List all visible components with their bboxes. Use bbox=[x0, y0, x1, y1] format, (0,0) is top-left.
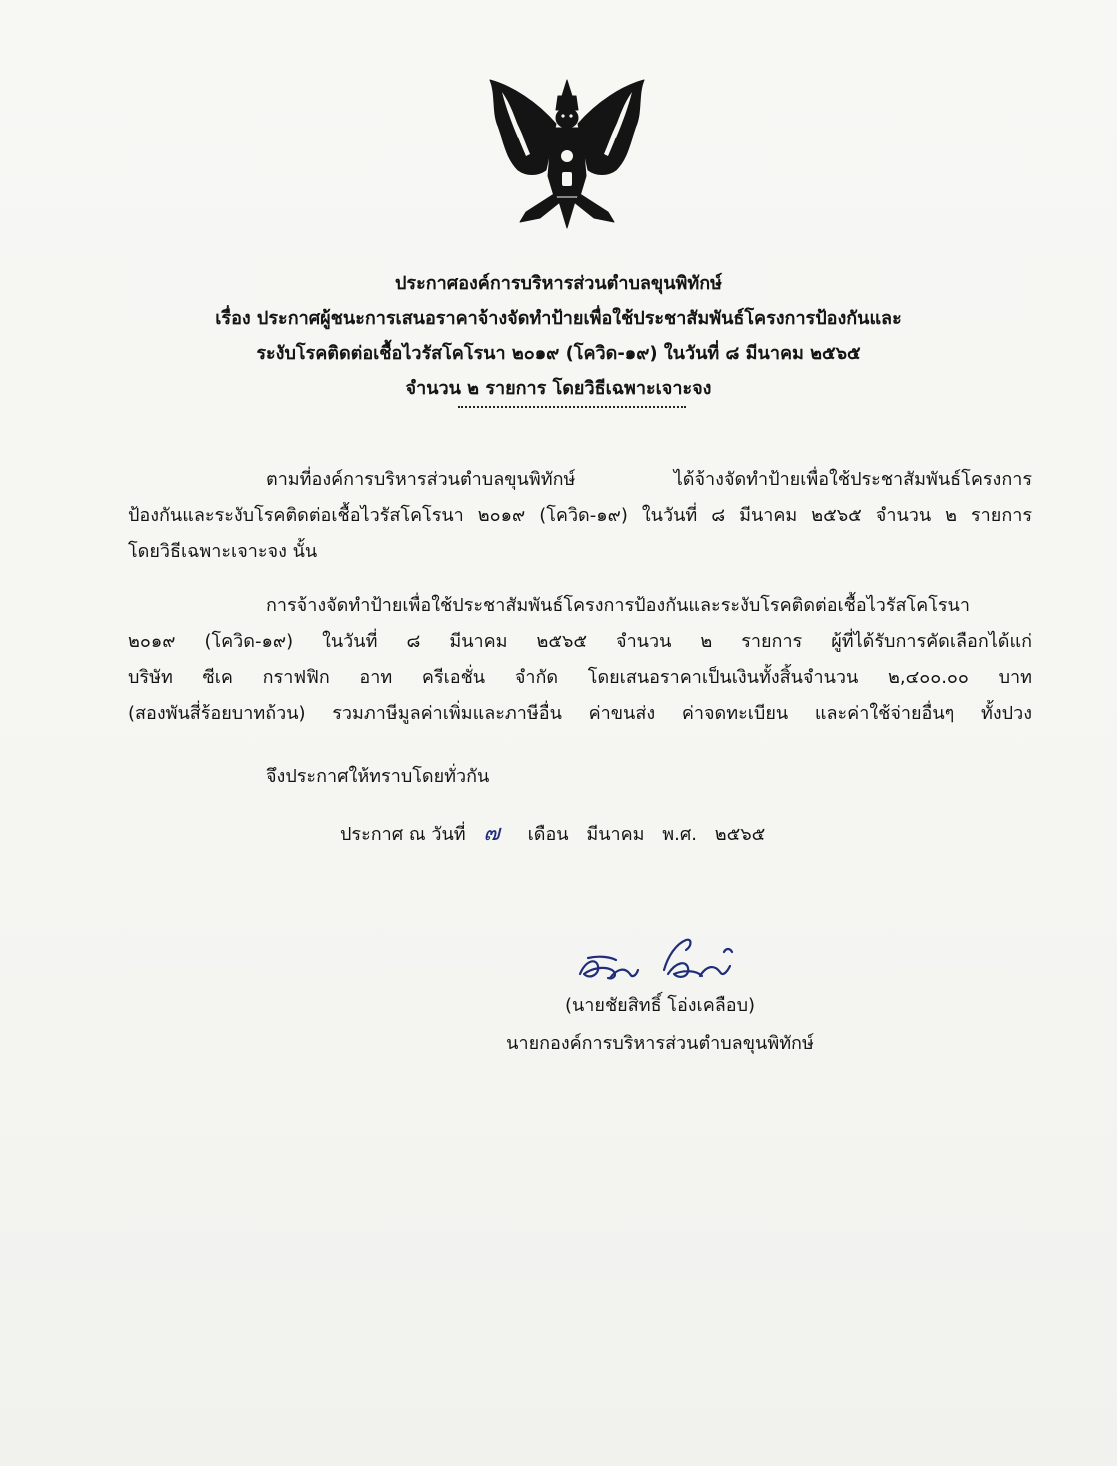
paragraph-2 bbox=[128, 588, 1032, 732]
date-year-label: พ.ศ. bbox=[662, 824, 697, 845]
signer-title: นายกองค์การบริหารส่วนตำบลขุนพิทักษ์ bbox=[506, 1033, 814, 1054]
header-org-line: ประกาศองค์การบริหารส่วนตำบลขุนพิทักษ์ bbox=[395, 273, 722, 294]
dotted-divider bbox=[458, 406, 686, 408]
header-subject-line-1: เรื่อง ประกาศผู้ชนะการเสนอราคาจ้างจัดทำป้ายเพื่อใช้ประชาสัมพันธ์โครงการป้องกันและ bbox=[215, 308, 902, 329]
paragraph-2-line-3: บริษัท ซีเค กราฟฟิก อาท ครีเอชั่น จำกัด โดยเสนอราคาเป็นเงินทั้งสิ้นจำนวน ๒,๔๐๐.๐๐ บาท bbox=[128, 667, 1032, 688]
garuda-emblem-icon bbox=[482, 72, 652, 232]
header-subject-line-2: ระงับโรคติดต่อเชื้อไวรัสโคโรนา ๒๐๑๙ (โควิด-๑๙) ในวันที่ ๘ มีนาคม ๒๕๖๕ bbox=[256, 343, 861, 364]
signer-name: (นายชัยสิทธิ์ โอ่งเคลือบ) bbox=[564, 995, 756, 1016]
paragraph-2-line-4: (สองพันสี่ร้อยบาทถ้วน) รวมภาษีมูลค่าเพิ่มและภาษีอื่น ค่าขนส่ง ค่าจดทะเบียน และค่าใช้จ่ายอื่นๆ ทั้งปวง bbox=[128, 703, 1032, 724]
paragraph-1-line-1: ตามที่องค์การบริหารส่วนตำบลขุนพิทักษ์ ได้จ้างจัดทำป้ายเพื่อใช้ประชาสัมพันธ์โครงการ bbox=[266, 469, 1032, 490]
date-day-handwritten: ๗ bbox=[483, 821, 500, 846]
paragraph-2-line-1: การจ้างจัดทำป้ายเพื่อใช้ประชาสัมพันธ์โครงการป้องกันและระงับโรคติดต่อเชื้อไวรัสโคโรนา bbox=[266, 595, 970, 616]
announcement-date bbox=[340, 817, 777, 852]
header-subject-line-3: จำนวน ๒ รายการ โดยวิธีเฉพาะเจาะจง bbox=[405, 378, 712, 399]
date-month-label: เดือน bbox=[527, 824, 569, 845]
announcement-text: จึงประกาศให้ทราบโดยทั่วกัน bbox=[266, 766, 490, 787]
date-month: มีนาคม bbox=[586, 824, 645, 845]
paragraph-2-line-2: ๒๐๑๙ (โควิด-๑๙) ในวันที่ ๘ มีนาคม ๒๕๖๕ จำนวน ๒ รายการ ผู้ที่ได้รับการคัดเลือกได้แก่ bbox=[128, 631, 1032, 652]
paragraph-1 bbox=[128, 462, 1032, 570]
date-year: ๒๕๖๕ bbox=[714, 824, 766, 845]
date-prefix: ประกาศ ณ วันที่ bbox=[340, 824, 466, 845]
handwritten-signature bbox=[574, 930, 739, 990]
paragraph-1-line-2: ป้องกันและระงับโรคติดต่อเชื้อไวรัสโคโรนา ๒๐๑๙ (โควิด-๑๙) ในวันที่ ๘ มีนาคม ๒๕๖๕ จำนวน ๒ รายการ bbox=[128, 505, 1032, 526]
paragraph-1-line-3: โดยวิธีเฉพาะเจาะจง นั้น bbox=[128, 541, 318, 562]
document-header bbox=[0, 266, 1117, 406]
